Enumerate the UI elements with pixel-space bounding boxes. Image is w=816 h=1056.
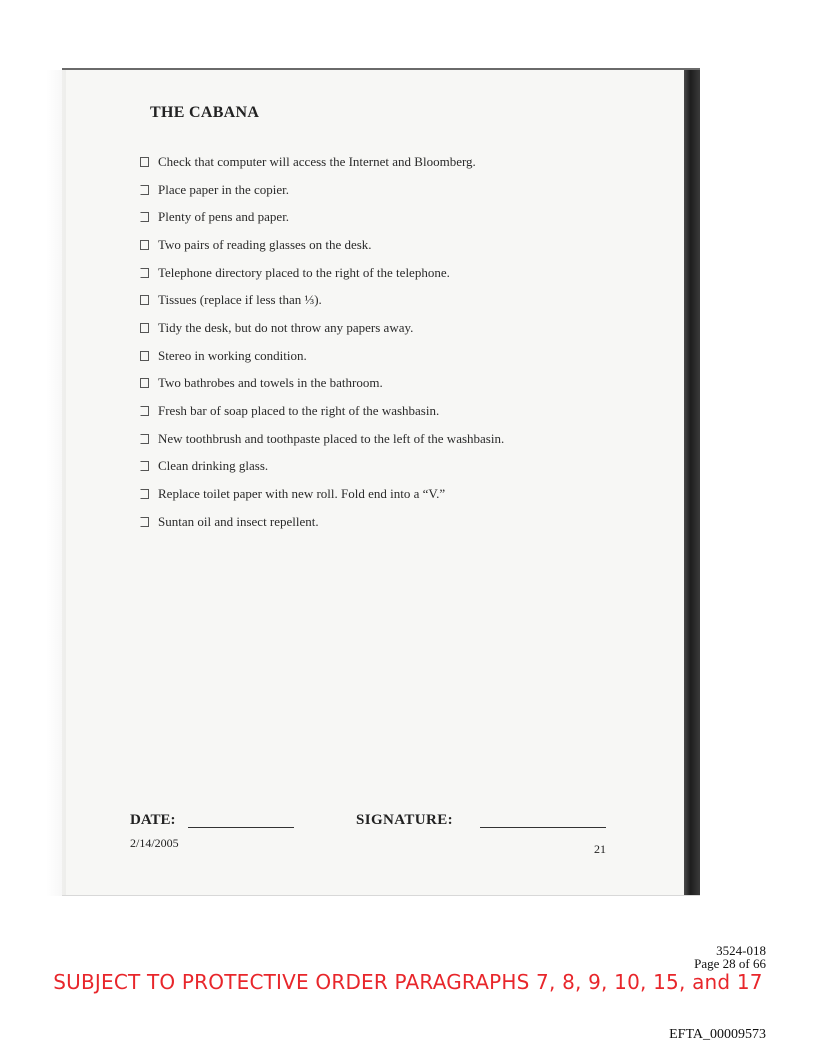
- scan-bottom-edge: [62, 895, 700, 896]
- date-label: DATE:: [130, 812, 176, 828]
- checklist-item-label: Check that computer will access the Internet and Bloomberg.: [158, 153, 476, 169]
- checkbox-icon: [140, 185, 149, 195]
- page-number: 21: [594, 842, 606, 856]
- checklist-item-label: Stereo in working condition.: [158, 347, 307, 363]
- checklist-item-label: Replace toilet paper with new roll. Fold end into a “V.”: [158, 486, 446, 502]
- scan-binding-edge: [684, 70, 700, 896]
- checklist-item-label: Tissues (replace if less than ⅓).: [158, 292, 322, 308]
- checklist-item-label: Telephone directory placed to the right of the telephone.: [158, 264, 450, 280]
- checkbox-icon: [140, 461, 149, 471]
- checklist-item: [140, 176, 680, 204]
- checkbox-icon: [140, 517, 149, 527]
- checkbox-icon: [140, 240, 149, 250]
- checkbox-icon: [140, 489, 149, 499]
- checklist-item-label: Clean drinking glass.: [158, 458, 269, 474]
- checkbox-icon: [140, 212, 149, 222]
- checkbox-icon: [140, 323, 149, 333]
- checkbox-icon: [140, 351, 149, 361]
- checklist: [140, 148, 680, 536]
- checkbox-icon: [140, 378, 149, 388]
- scan-top-edge: [62, 68, 700, 70]
- checklist-item-label: Fresh bar of soap placed to the right of the washbasin.: [158, 403, 440, 419]
- checklist-item: [140, 203, 680, 231]
- checklist-item: [140, 148, 680, 176]
- checkbox-icon: [140, 434, 149, 444]
- checklist-item: [140, 231, 680, 259]
- checklist-item-label: Plenty of pens and paper.: [158, 209, 290, 225]
- checklist-item-label: Place paper in the copier.: [158, 181, 290, 197]
- bates-id: 3524-018: [716, 943, 766, 958]
- checklist-item-label: Suntan oil and insect repellent.: [158, 513, 319, 529]
- protective-order-notice: SUBJECT TO PROTECTIVE ORDER PARAGRAPHS 7, 8, 9, 10, 15, and 17: [53, 970, 763, 994]
- scan-shadow-left: [46, 70, 66, 896]
- checklist-item-label: Two pairs of reading glasses on the desk.: [158, 236, 372, 252]
- checklist-item: [140, 342, 680, 370]
- date-blank-line: [188, 827, 294, 828]
- footer-date: 2/14/2005: [130, 836, 179, 850]
- bates-page: Page 28 of 66: [694, 956, 766, 971]
- checkbox-icon: [140, 157, 149, 167]
- checklist-item: [140, 314, 680, 342]
- efta-id: EFTA_00009573: [669, 1027, 766, 1042]
- checklist-item: [140, 286, 680, 314]
- checklist-item: [140, 508, 680, 536]
- document-title: THE CABANA: [150, 104, 260, 121]
- checklist-item: [140, 370, 680, 398]
- checklist-item: [140, 453, 680, 481]
- checklist-item: [140, 480, 680, 508]
- signature-blank-line: [480, 827, 606, 828]
- checkbox-icon: [140, 295, 149, 305]
- checklist-item: [140, 425, 680, 453]
- checkbox-icon: [140, 268, 149, 278]
- checklist-item: [140, 259, 680, 287]
- checklist-item-label: Two bathrobes and towels in the bathroom.: [158, 375, 383, 391]
- checklist-item-label: Tidy the desk, but do not throw any papers away.: [158, 319, 414, 335]
- checklist-item: [140, 397, 680, 425]
- checklist-item-label: New toothbrush and toothpaste placed to the left of the washbasin.: [158, 430, 505, 446]
- checkbox-icon: [140, 406, 149, 416]
- signature-label: SIGNATURE:: [356, 812, 454, 828]
